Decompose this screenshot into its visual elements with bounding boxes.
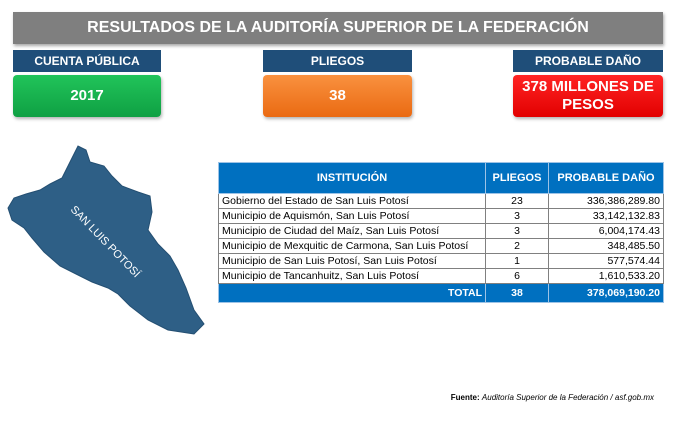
cell-institucion: Municipio de Mexquitic de Carmona, San Luis Potosí <box>219 239 486 254</box>
header-probable-dano: PROBABLE DAÑO <box>549 163 664 194</box>
page-title: RESULTADOS DE LA AUDITORÍA SUPERIOR DE LA FEDERACIÓN <box>13 12 663 44</box>
cell-pliegos: 3 <box>486 209 549 224</box>
cuenta-publica-label: CUENTA PÚBLICA <box>13 50 161 72</box>
cell-dano: 1,610,533.20 <box>549 269 664 284</box>
cell-institucion: Municipio de Ciudad del Maíz, San Luis Potosí <box>219 224 486 239</box>
cell-dano: 348,485.50 <box>549 239 664 254</box>
table-row <box>219 194 664 209</box>
table-row <box>219 269 664 284</box>
total-label: TOTAL <box>219 284 486 303</box>
header-institucion: INSTITUCIÓN <box>219 163 486 194</box>
table-row <box>219 224 664 239</box>
source-label: Fuente: <box>450 393 480 402</box>
pliegos-value: 38 <box>263 75 412 117</box>
probable-dano-label: PROBABLE DAÑO <box>513 50 663 72</box>
table-row <box>219 254 664 269</box>
cell-pliegos: 3 <box>486 224 549 239</box>
cell-dano: 33,142,132.83 <box>549 209 664 224</box>
cell-pliegos: 6 <box>486 269 549 284</box>
header-pliegos: PLIEGOS <box>486 163 549 194</box>
cell-dano: 336,386,289.80 <box>549 194 664 209</box>
table-row <box>219 209 664 224</box>
san-luis-potosi-map <box>0 140 215 340</box>
cell-institucion: Municipio de Aquismón, San Luis Potosí <box>219 209 486 224</box>
cell-pliegos: 23 <box>486 194 549 209</box>
probable-dano-value: 378 MILLONES DE PESOS <box>513 75 663 117</box>
pliegos-label: PLIEGOS <box>263 50 412 72</box>
total-row <box>219 284 664 303</box>
cell-pliegos: 2 <box>486 239 549 254</box>
cell-pliegos: 1 <box>486 254 549 269</box>
table-row <box>219 239 664 254</box>
cuenta-publica-value: 2017 <box>13 75 161 117</box>
cell-institucion: Municipio de Tancanhuitz, San Luis Potosí <box>219 269 486 284</box>
source-note <box>451 393 654 402</box>
total-pliegos: 38 <box>486 284 549 303</box>
map-label: SAN LUIS POTOSÍ <box>67 203 143 281</box>
cell-institucion: Gobierno del Estado de San Luis Potosí <box>219 194 486 209</box>
results-table <box>218 162 664 303</box>
cell-institucion: Municipio de San Luis Potosí, San Luis Potosí <box>219 254 486 269</box>
source-text: Auditoría Superior de la Federación / asf.gob.mx <box>481 393 654 402</box>
cell-dano: 6,004,174.43 <box>549 224 664 239</box>
cell-dano: 577,574.44 <box>549 254 664 269</box>
total-dano: 378,069,190.20 <box>549 284 664 303</box>
